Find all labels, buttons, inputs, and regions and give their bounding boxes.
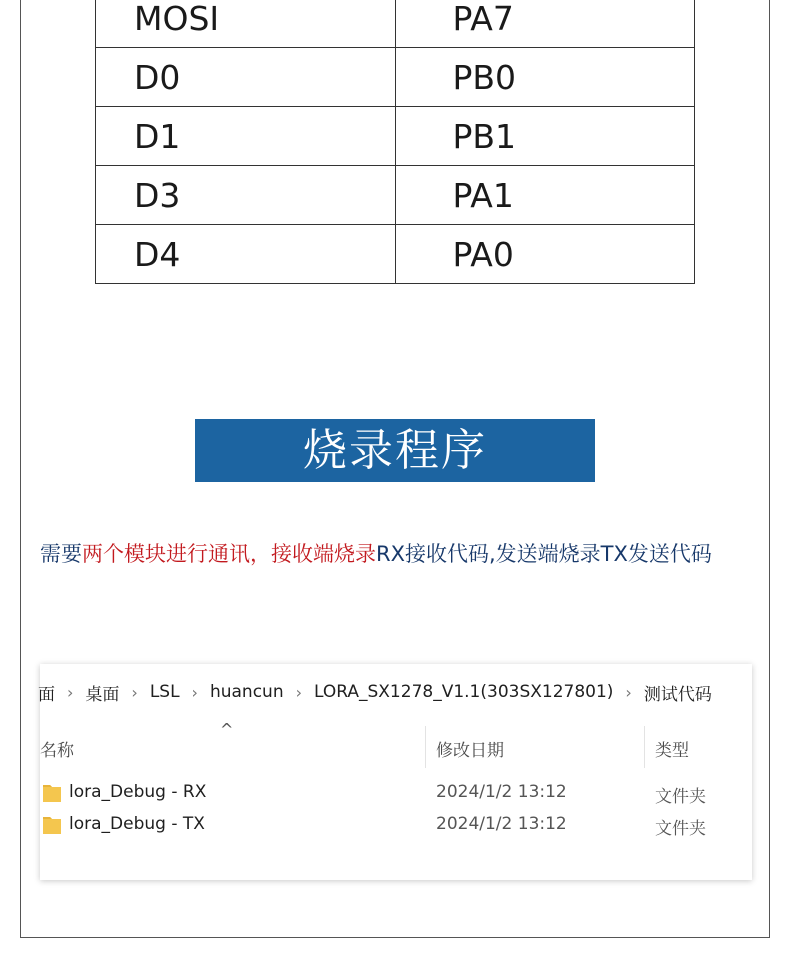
file-name: lora_Debug - RX xyxy=(69,782,207,802)
file-explorer-screenshot xyxy=(40,664,752,880)
chevron-right-icon: › xyxy=(131,682,138,702)
table-row xyxy=(96,225,695,284)
chevron-right-icon: › xyxy=(295,682,302,702)
file-type: 文件夹 xyxy=(655,787,706,807)
sort-ascending-icon[interactable]: ^ xyxy=(220,720,234,739)
column-header-name[interactable]: 名称 xyxy=(40,741,74,761)
file-row[interactable] xyxy=(40,810,752,840)
folder-icon xyxy=(42,782,62,804)
section-title-banner: 烧录程序 xyxy=(195,419,595,482)
signal-cell: D4 xyxy=(96,225,396,284)
column-header-type[interactable]: 类型 xyxy=(655,741,689,761)
chevron-right-icon: › xyxy=(191,682,198,702)
breadcrumb-item[interactable]: huancun xyxy=(209,682,284,702)
table-row xyxy=(96,0,695,48)
pin-cell: PB1 xyxy=(395,107,695,166)
signal-cell: MOSI xyxy=(96,0,396,48)
chevron-right-icon: › xyxy=(625,682,632,702)
file-row[interactable] xyxy=(40,778,752,808)
table-row xyxy=(96,107,695,166)
column-divider[interactable] xyxy=(425,726,426,768)
instruction-paragraph xyxy=(40,530,760,578)
table-row xyxy=(96,48,695,107)
instruction-text: 需要 xyxy=(40,542,82,566)
pin-cell: PA7 xyxy=(395,0,695,48)
pin-cell: PB0 xyxy=(395,48,695,107)
pin-mapping-table xyxy=(95,0,695,284)
column-header-date[interactable]: 修改日期 xyxy=(436,741,504,761)
breadcrumb-item[interactable]: LORA_SX1278_V1.1(303SX127801) xyxy=(314,682,614,702)
pin-cell: PA0 xyxy=(395,225,695,284)
folder-icon xyxy=(42,814,62,836)
instruction-highlight: 两个模块进行通讯，接收端烧录 xyxy=(82,542,376,566)
file-type: 文件夹 xyxy=(655,819,706,839)
signal-cell: D3 xyxy=(96,166,396,225)
column-divider[interactable] xyxy=(644,726,645,768)
table-row xyxy=(96,166,695,225)
chevron-right-icon: › xyxy=(67,682,74,702)
breadcrumb-item[interactable]: 面 xyxy=(38,684,55,705)
file-name: lora_Debug - TX xyxy=(69,814,205,834)
signal-cell: D1 xyxy=(96,107,396,166)
breadcrumb-item[interactable]: 桌面 xyxy=(85,684,120,705)
file-date: 2024/1/2 13:12 xyxy=(436,814,567,834)
breadcrumb xyxy=(40,678,718,706)
breadcrumb-item[interactable]: 测试代码 xyxy=(643,684,712,705)
file-date: 2024/1/2 13:12 xyxy=(436,782,567,802)
signal-cell: D0 xyxy=(96,48,396,107)
breadcrumb-item[interactable]: LSL xyxy=(149,682,180,702)
pin-cell: PA1 xyxy=(395,166,695,225)
instruction-text: RX接收代码,发送端烧录TX发送代码 xyxy=(376,542,712,566)
